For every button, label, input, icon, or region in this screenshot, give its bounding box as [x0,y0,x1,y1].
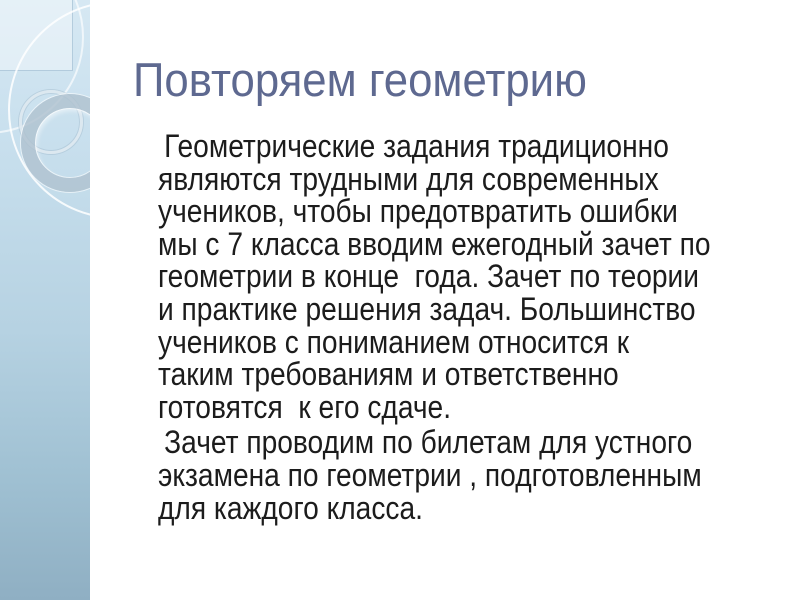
text-line: Зачет проводим по билетам для устного [164,424,693,461]
text-line: являются трудными для современных [158,160,659,197]
text-line: готовятся к его сдаче. [158,388,452,425]
text-line: учеников, чтобы предотвратить ошибки [158,193,678,230]
text-line: учеников с пониманием относится к [158,323,630,360]
text-line: экзамена по геометрии , подготовленным [158,456,702,493]
slide-title: Повторяем геометрию [133,53,587,106]
slide-body [158,130,800,524]
text-line: Геометрические задания традиционно [164,128,669,164]
text-line: для каждого класса. [158,489,423,526]
text-line: мы с 7 класса вводим ежегодный зачет по [158,225,711,262]
paragraph-intro [158,130,800,423]
decorative-sidebar [0,0,90,600]
text-line: таким требованиям и ответственно [158,356,619,393]
text-line: и практике решения задач. Большинство [158,290,696,327]
paragraph-exam [158,426,800,524]
text-line: геометрии в конце года. Зачет по теории [158,258,700,295]
